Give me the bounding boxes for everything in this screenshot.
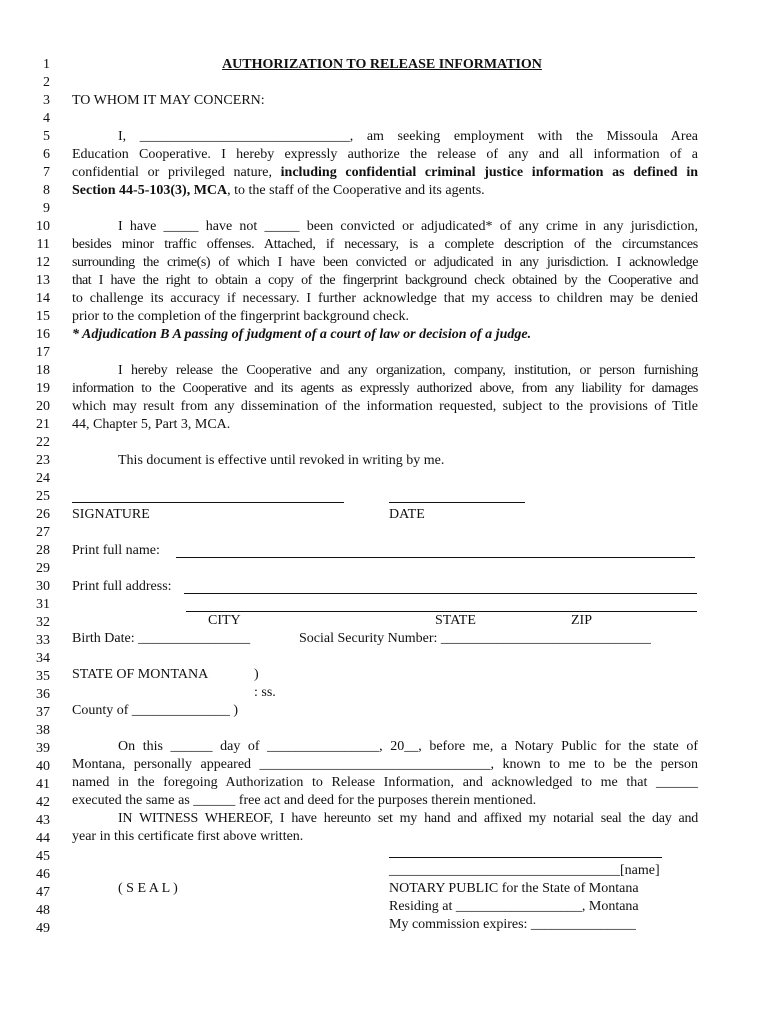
line-number: 18	[36, 363, 50, 378]
line-number: 11	[36, 237, 50, 252]
paragraph-3-line-20: which may result from any dissemination of the information requested, subject to the provisions of Title	[72, 399, 698, 414]
adjudication-footnote: * Adjudication B A passing of judgment of a court of law or decision of a judge.	[72, 327, 532, 342]
line-number: 36	[36, 687, 50, 702]
date-line[interactable]	[389, 502, 525, 503]
notary-line-41: named in the foregoing Authorization to Release Information, and acknowledged to me that ______	[72, 775, 698, 790]
line-number: 30	[36, 579, 50, 594]
line-number: 34	[36, 651, 50, 666]
paragraph-3-line-18: I hereby release the Cooperative and any organization, company, institution, or person furnishing	[118, 363, 698, 378]
line-number: 37	[36, 705, 50, 720]
line-number: 5	[43, 129, 50, 144]
line-number: 47	[36, 885, 50, 900]
line-number: 44	[36, 831, 50, 846]
line-number: 28	[36, 543, 50, 558]
paragraph-2-line-10: I have _____ have not _____ been convicted or adjudicated* of any crime in any jurisdiction,	[118, 219, 698, 234]
line-number: 20	[36, 399, 50, 414]
line-number: 3	[43, 93, 50, 108]
line-number: 43	[36, 813, 50, 828]
line-number: 26	[36, 507, 50, 522]
line-number: 33	[36, 633, 50, 648]
line-number: 38	[36, 723, 50, 738]
state-of-montana: STATE OF MONTANA	[72, 667, 209, 682]
line-number: 42	[36, 795, 50, 810]
line-number: 19	[36, 381, 50, 396]
line-number: 35	[36, 669, 50, 684]
line-number: 13	[36, 273, 50, 288]
line-number: 22	[36, 435, 50, 450]
line-number: 31	[36, 597, 50, 612]
county-field[interactable]: County of ______________ )	[72, 703, 239, 718]
line-number: 49	[36, 921, 50, 936]
line-number: 15	[36, 309, 50, 324]
notary-public-label: NOTARY PUBLIC for the State of Montana	[389, 881, 639, 896]
line-number: 2	[43, 75, 50, 90]
commission-field[interactable]: My commission expires: _______________	[389, 917, 636, 932]
notary-line-40: Montana, personally appeared _________________________________, known to me to be the person	[72, 757, 698, 772]
document-title: AUTHORIZATION TO RELEASE INFORMATION	[222, 57, 542, 72]
line-number: 41	[36, 777, 50, 792]
notary-signature-line[interactable]	[389, 857, 662, 858]
paragraph-2-line-15: prior to the completion of the fingerprint background check.	[72, 309, 410, 324]
zip-label: ZIP	[571, 613, 592, 628]
paragraph-2-line-13: that I have the right to obtain a copy of the fingerprint background check obtained by the Cooperative and	[72, 273, 698, 288]
line-number: 23	[36, 453, 50, 468]
line-number: 45	[36, 849, 50, 864]
line-number: 12	[36, 255, 50, 270]
line-number: 40	[36, 759, 50, 774]
state-label: STATE	[435, 613, 476, 628]
notary-line-44: year in this certificate first above written.	[72, 829, 304, 844]
paragraph-2-line-11: besides minor traffic offenses. Attached, if necessary, is a complete description of the circumstances	[72, 237, 698, 252]
salutation: TO WHOM IT MAY CONCERN:	[72, 93, 265, 108]
line-number: 9	[43, 201, 50, 216]
ss-label: : ss.	[254, 685, 276, 700]
birth-date-field[interactable]: Birth Date: ________________	[72, 631, 251, 646]
paragraph-1-line-7: confidential or privileged nature, including confidential criminal justice information as defined in	[72, 165, 698, 180]
print-name-field[interactable]	[176, 557, 695, 558]
paragraph-3-line-21: 44, Chapter 5, Part 3, MCA.	[72, 417, 231, 432]
line-number: 1	[43, 57, 50, 72]
line-number: 48	[36, 903, 50, 918]
line-number: 24	[36, 471, 50, 486]
line-number: 17	[36, 345, 50, 360]
print-name-label: Print full name:	[72, 543, 160, 558]
line-number: 7	[43, 165, 50, 180]
notary-line-39: On this ______ day of ________________, 20__, before me, a Notary Public for the state of	[118, 739, 698, 754]
line-number: 39	[36, 741, 50, 756]
line-number: 14	[36, 291, 50, 306]
date-label: DATE	[389, 507, 425, 522]
ssn-field[interactable]: Social Security Number: ______________________________	[299, 631, 651, 646]
notary-line-42: executed the same as ______ free act and deed for the purposes therein mentioned.	[72, 793, 537, 808]
line-number: 4	[43, 111, 50, 126]
city-label: CITY	[208, 613, 241, 628]
paragraph-3-line-19: information to the Cooperative and its agents as expressly authorized above, from any liability for damages	[72, 381, 698, 396]
line-number: 6	[43, 147, 50, 162]
paragraph-1-line-6: Education Cooperative. I hereby expressly authorize the release of any and all information of a	[72, 147, 698, 162]
signature-label: SIGNATURE	[72, 507, 150, 522]
line-number: 21	[36, 417, 50, 432]
line-number: 29	[36, 561, 50, 576]
notary-name-field[interactable]: _________________________________[name]	[389, 863, 660, 878]
paragraph-2-line-14: to challenge its accuracy if necessary. I further acknowledge that my access to children may be denied	[72, 291, 698, 306]
line-number: 25	[36, 489, 50, 504]
line-number: 16	[36, 327, 50, 342]
paragraph-2-line-12: surrounding the crime(s) of which I have been convicted or adjudicated in any jurisdiction. I acknowledge	[72, 255, 698, 270]
line-number: 46	[36, 867, 50, 882]
signature-line[interactable]	[72, 502, 344, 503]
line-number: 8	[43, 183, 50, 198]
line-number: 10	[36, 219, 50, 234]
venue-paren: )	[254, 667, 259, 682]
seal-label: ( S E A L )	[118, 881, 178, 896]
notary-line-43: IN WITNESS WHEREOF, I have hereunto set my hand and affixed my notarial seal the day and	[118, 811, 698, 826]
address-field-1[interactable]	[184, 593, 697, 594]
paragraph-1-line-8: Section 44-5-103(3), MCA, to the staff of the Cooperative and its agents.	[72, 183, 485, 198]
effective-statement: This document is effective until revoked in writing by me.	[118, 453, 445, 468]
line-number: 32	[36, 615, 50, 630]
line-number: 27	[36, 525, 50, 540]
paragraph-1-line-5: I, ______________________________, am seeking employment with the Missoula Area	[118, 129, 698, 144]
residing-field[interactable]: Residing at __________________, Montana	[389, 899, 639, 914]
print-address-label: Print full address:	[72, 579, 172, 594]
